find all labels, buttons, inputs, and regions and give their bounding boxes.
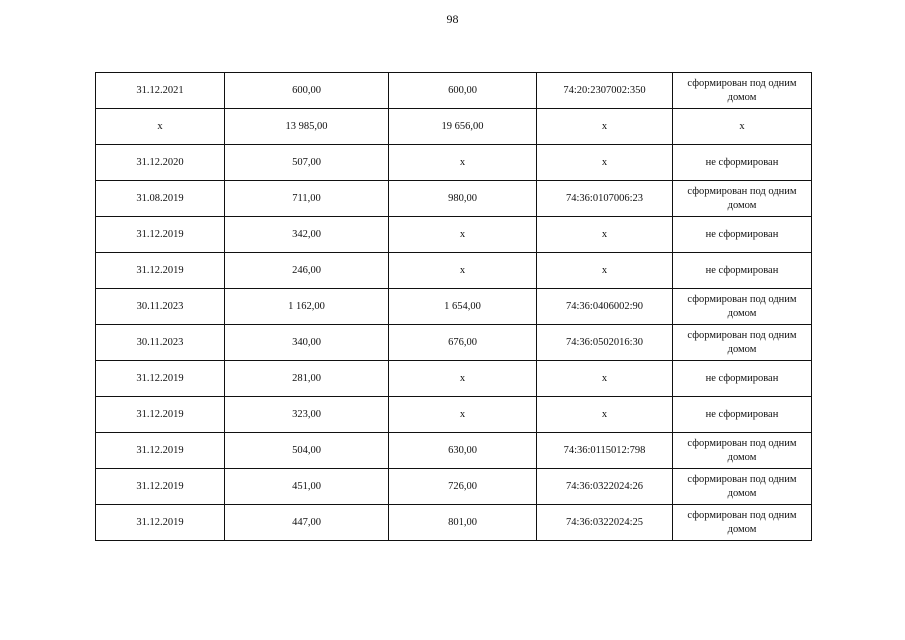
value-cell: x xyxy=(389,361,537,397)
value-cell: 600,00 xyxy=(389,73,537,109)
cadastral-number-cell: 74:36:0115012:798 xyxy=(537,433,673,469)
value-cell: 340,00 xyxy=(225,325,389,361)
value-cell: 676,00 xyxy=(389,325,537,361)
value-cell: 600,00 xyxy=(225,73,389,109)
cadastral-number-cell: x xyxy=(537,361,673,397)
status-cell: сформирован под одним домом xyxy=(673,325,812,361)
value-cell: 630,00 xyxy=(389,433,537,469)
date-cell: 31.12.2019 xyxy=(96,253,225,289)
value-cell: 19 656,00 xyxy=(389,109,537,145)
date-cell: 31.12.2019 xyxy=(96,469,225,505)
data-table xyxy=(95,72,812,541)
value-cell: 447,00 xyxy=(225,505,389,541)
value-cell: x xyxy=(389,145,537,181)
cadastral-number-cell: 74:36:0322024:25 xyxy=(537,505,673,541)
cadastral-number-cell: x xyxy=(537,109,673,145)
value-cell: 507,00 xyxy=(225,145,389,181)
value-cell: 711,00 xyxy=(225,181,389,217)
value-cell: x xyxy=(389,217,537,253)
status-cell: сформирован под одним домом xyxy=(673,289,812,325)
cadastral-number-cell: x xyxy=(537,145,673,181)
table-row xyxy=(96,253,812,289)
status-cell: x xyxy=(673,109,812,145)
status-cell: не сформирован xyxy=(673,397,812,433)
value-cell: 451,00 xyxy=(225,469,389,505)
date-cell: 31.12.2019 xyxy=(96,217,225,253)
status-cell: не сформирован xyxy=(673,145,812,181)
date-cell: 30.11.2023 xyxy=(96,325,225,361)
value-cell: 980,00 xyxy=(389,181,537,217)
table-row xyxy=(96,325,812,361)
value-cell: 726,00 xyxy=(389,469,537,505)
status-cell: не сформирован xyxy=(673,217,812,253)
value-cell: 504,00 xyxy=(225,433,389,469)
cadastral-number-cell: 74:36:0107006:23 xyxy=(537,181,673,217)
table-row xyxy=(96,361,812,397)
table-row xyxy=(96,217,812,253)
date-cell: 31.12.2021 xyxy=(96,73,225,109)
table-row xyxy=(96,73,812,109)
value-cell: 342,00 xyxy=(225,217,389,253)
value-cell: 801,00 xyxy=(389,505,537,541)
cadastral-number-cell: 74:20:2307002:350 xyxy=(537,73,673,109)
value-cell: 13 985,00 xyxy=(225,109,389,145)
status-cell: сформирован под одним домом xyxy=(673,469,812,505)
date-cell: 31.12.2020 xyxy=(96,145,225,181)
status-cell: не сформирован xyxy=(673,253,812,289)
value-cell: 1 654,00 xyxy=(389,289,537,325)
cadastral-number-cell: 74:36:0502016:30 xyxy=(537,325,673,361)
table-row xyxy=(96,397,812,433)
table-row xyxy=(96,109,812,145)
cadastral-number-cell: 74:36:0322024:26 xyxy=(537,469,673,505)
date-cell: 30.11.2023 xyxy=(96,289,225,325)
value-cell: x xyxy=(389,397,537,433)
date-cell: x xyxy=(96,109,225,145)
table-row xyxy=(96,505,812,541)
page-number: 98 xyxy=(446,12,459,26)
cadastral-number-cell: x xyxy=(537,397,673,433)
date-cell: 31.12.2019 xyxy=(96,397,225,433)
date-cell: 31.12.2019 xyxy=(96,361,225,397)
status-cell: сформирован под одним домом xyxy=(673,433,812,469)
cadastral-number-cell: x xyxy=(537,217,673,253)
table-row xyxy=(96,433,812,469)
cadastral-number-cell: x xyxy=(537,253,673,289)
value-cell: 246,00 xyxy=(225,253,389,289)
status-cell: сформирован под одним домом xyxy=(673,181,812,217)
cadastral-number-cell: 74:36:0406002:90 xyxy=(537,289,673,325)
date-cell: 31.12.2019 xyxy=(96,433,225,469)
status-cell: сформирован под одним домом xyxy=(673,505,812,541)
table-row xyxy=(96,289,812,325)
value-cell: x xyxy=(389,253,537,289)
table-row xyxy=(96,145,812,181)
date-cell: 31.12.2019 xyxy=(96,505,225,541)
value-cell: 281,00 xyxy=(225,361,389,397)
table-row xyxy=(96,469,812,505)
status-cell: не сформирован xyxy=(673,361,812,397)
status-cell: сформирован под одним домом xyxy=(673,73,812,109)
value-cell: 323,00 xyxy=(225,397,389,433)
value-cell: 1 162,00 xyxy=(225,289,389,325)
date-cell: 31.08.2019 xyxy=(96,181,225,217)
table-row xyxy=(96,181,812,217)
